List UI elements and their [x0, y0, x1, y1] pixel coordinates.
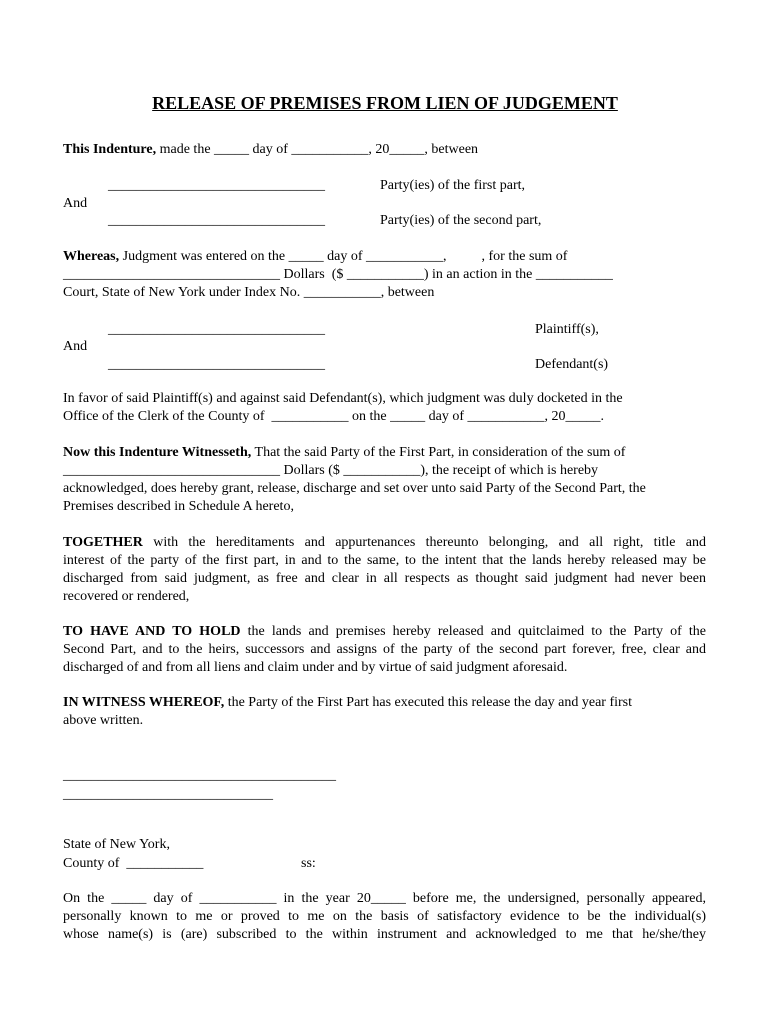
- second-party-label: Party(ies) of the second part,: [380, 213, 542, 228]
- intro-line: [63, 141, 478, 159]
- parties-and: And: [63, 196, 88, 211]
- signature-line-1: _______________________________________: [63, 768, 336, 783]
- venue-ss: ss:: [301, 856, 316, 871]
- to-have-line-1: [63, 623, 706, 641]
- together-line-1: [63, 534, 706, 552]
- witness-lead: IN WITNESS WHEREOF,: [63, 695, 225, 710]
- intro-lead: This Indenture,: [63, 142, 157, 157]
- defendant-label: Defendant(s): [535, 357, 609, 372]
- favor-line-2: Office of the Clerk of the County of ___________ on the _____ day of ___________, 20_____.: [63, 409, 605, 424]
- to-have-line-2: Second Part, and to the heirs, successors and assigns of the party of the second part forever, free, clear and: [63, 642, 706, 657]
- plaintiff-blank: _______________________________: [108, 322, 325, 337]
- witness-line-2: above written.: [63, 713, 144, 728]
- first-party-label: Party(ies) of the first part,: [380, 178, 526, 193]
- intro-text: made the _____ day of ___________, 20_____, between: [156, 142, 479, 157]
- venue-state: State of New York,: [63, 837, 170, 852]
- together-line-3: discharged from said judgment, as free and clear in all respects as thought said judgment had never been: [63, 571, 706, 586]
- witnesseth-line-3: acknowledged, does hereby grant, release, discharge and set over unto said Party of the Second Part, the: [63, 481, 646, 496]
- signature-line-2: ______________________________: [63, 787, 273, 802]
- together-text-1: with the hereditaments and appurtenances thereunto belonging, and all right, title and: [142, 535, 706, 550]
- whereas-text-1: Judgment was entered on the _____ day of ___________, , for the sum of: [119, 249, 568, 264]
- plaintiff-label: Plaintiff(s),: [535, 322, 599, 337]
- acknowledgment-line-2: personally known to me or proved to me on the basis of satisfactory evidence to be the individual(s): [63, 909, 706, 924]
- witnesseth-line-1: [63, 444, 625, 462]
- witnesseth-text-1: That the said Party of the First Part, in consideration of the sum of: [251, 445, 626, 460]
- litigants-and: And: [63, 339, 88, 354]
- document-title: RELEASE OF PREMISES FROM LIEN OF JUDGEMENT: [152, 93, 618, 113]
- witnesseth-line-2: _______________________________ Dollars ($ ___________), the receipt of which is hereby: [63, 463, 599, 478]
- witness-line-1: [63, 694, 632, 712]
- whereas-line-3: Court, State of New York under Index No. ___________, between: [63, 285, 435, 300]
- to-have-line-3: discharged of and from all liens and claim under and by virtue of said judgment aforesaid.: [63, 660, 568, 675]
- together-line-2: interest of the party of the first part, in and to the same, to the intent that the lands hereby released may be: [63, 553, 706, 568]
- together-line-4: recovered or rendered,: [63, 589, 190, 604]
- whereas-line-1: [63, 248, 567, 266]
- favor-line-1: In favor of said Plaintiff(s) and against said Defendant(s), which judgment was duly docketed in the: [63, 391, 623, 406]
- second-party-blank: _______________________________: [108, 213, 325, 228]
- acknowledgment-line-3: whose name(s) is (are) subscribed to the within instrument and acknowledged to me that he/she/they: [63, 927, 706, 942]
- witnesseth-line-4: Premises described in Schedule A hereto,: [63, 499, 294, 514]
- to-have-text-1: the lands and premises hereby released and quitclaimed to the Party of the: [240, 624, 706, 639]
- acknowledgment-line-1: On the _____ day of ___________ in the year 20_____ before me, the undersigned, personally appeared,: [63, 891, 706, 906]
- whereas-lead: Whereas,: [63, 249, 120, 264]
- first-party-blank: _______________________________: [108, 178, 325, 193]
- venue-county: County of ___________: [63, 856, 204, 871]
- defendant-blank: _______________________________: [108, 357, 325, 372]
- whereas-line-2: _______________________________ Dollars ($ ___________) in an action in the ___________: [63, 267, 613, 282]
- together-lead: TOGETHER: [63, 535, 143, 550]
- witnesseth-lead: Now this Indenture Witnesseth,: [63, 445, 252, 460]
- witness-text-1: the Party of the First Part has executed this release the day and year first: [224, 695, 633, 710]
- to-have-lead: TO HAVE AND TO HOLD: [63, 624, 241, 639]
